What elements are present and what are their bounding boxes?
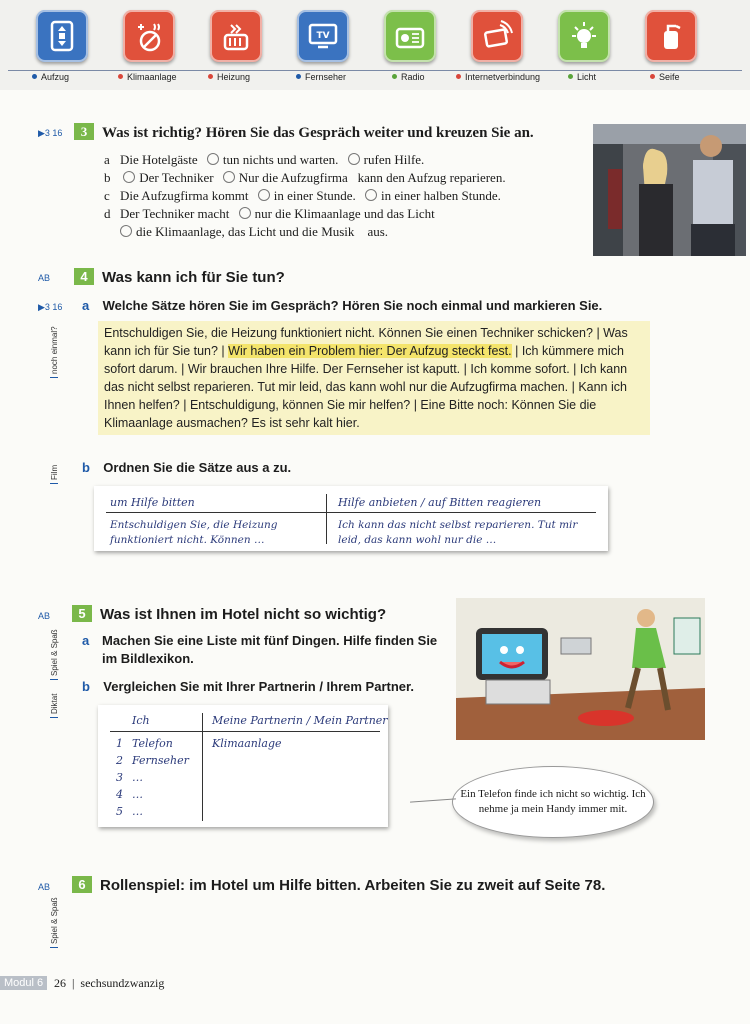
legend-dot [650,74,655,79]
legend-item-elevator: Aufzug [32,72,69,82]
side-tag-spiel-spass: Spiel & Spaß [50,629,59,680]
soap-icon[interactable] [645,10,697,62]
question-a: a Die Hotelgäste tun nichts und warten. rufen Hilfe. [104,152,425,167]
list-item-ich[interactable]: … [132,771,143,784]
column-heading-offer-help: Hilfe anbieten / auf Bitten reagieren [338,496,542,509]
elevator-icon[interactable] [36,10,88,62]
legend-dot [208,74,213,79]
list-number: 4 [116,788,123,801]
legend-dot [392,74,397,79]
question-c: c Die Aufzugfirma kommt in einer Stunde. in einer halben Stunde. [104,188,501,203]
checkbox-d1[interactable] [239,207,251,219]
elevator-photo [593,124,746,256]
ab-marker-5[interactable]: AB [38,611,51,621]
ab-marker-6[interactable]: AB [38,882,51,892]
list-heading-partner: Meine Partnerin / Mein Partner [212,714,388,727]
ab-marker-4[interactable]: AB [38,273,51,283]
list-number: 2 [116,754,123,767]
legend-item-air-conditioning: Klimaanlage [118,72,177,82]
air-conditioning-icon[interactable] [123,10,175,62]
question-b: b Der Techniker Nur die Aufzugfirma kann den Aufzug reparieren. [104,170,506,185]
exercise-3-heading [74,123,534,142]
dialogue-text-box: Entschuldigen Sie, die Heizung funktioniert nicht. Können Sie einen Techniker schicken? | Was kann ich für Sie tun? | Wir haben ein Problem hier: Der Aufzug steckt fest. | Ich kümmere mich sofort darum. | Wir brauchen Ihre Hilfe. Der Fernseher ist kaputt. | Ich komme sofort. | Ich kann das nicht selbst reparieren. Tut mir leid, das kann wohl nur die Aufzugfirma machen. | Kann ich Ihnen helfen? | Entschuldigung, können Sie mir helfen? | Eine Bitte noch: Können Sie die Klimaanlage ausmachen? Es ist sehr kalt hier. [98,321,650,435]
checkbox-c1[interactable] [258,189,270,201]
internet-icon[interactable] [471,10,523,62]
audio-track-4a[interactable]: ▶3 16 [38,302,63,312]
legend-item-soap: Seife [650,72,680,82]
list-number: 5 [116,805,123,818]
legend-item-tv: Fernseher [296,72,346,82]
list-item-partner[interactable]: Klimaanlage [212,737,282,750]
legend-item-internet: Internetverbindung [456,72,540,82]
question-d: d Der Techniker macht nur die Klimaanlage und das Licht [104,206,435,221]
speech-bubble-tail [410,798,456,802]
exercise-6-number: 6 [72,876,92,893]
column-heading-ask-help: um Hilfe bitten [110,496,195,509]
task-5b: b Vergleichen Sie mit Ihrer Partnerin / Ihrem Partner. [82,679,414,694]
side-tag-film: Film [50,465,59,484]
legend-item-light: Licht [568,72,596,82]
list-number: 3 [116,771,123,784]
audio-track-3[interactable]: ▶3 16 [38,128,63,138]
light-icon[interactable] [558,10,610,62]
table-divider [326,494,327,544]
exercise-3-number: 3 [74,123,94,140]
svg-text:TV: TV [316,31,330,41]
exercise-6-heading [72,876,605,894]
list-divider [202,713,203,821]
list-item-ich[interactable]: Telefon [132,737,173,750]
list-item-ich[interactable]: Fernseher [132,754,189,767]
exercise-5-number: 5 [72,605,92,622]
checkbox-a2[interactable] [348,153,360,165]
legend-dot [568,74,573,79]
page-number-word: sechsundzwanzig [80,976,165,990]
legend-item-heating: Heizung [208,72,250,82]
exercise-6-title: Rollenspiel: im Hotel um Hilfe bitten. Arbeiten Sie zu zweit auf Seite 78. [100,877,606,894]
task-4a: a Welche Sätze hören Sie im Gespräch? Hören Sie noch einmal und markieren Sie. [82,298,603,313]
exercise-3-title: Was ist richtig? Hören Sie das Gespräch weiter und kreuzen Sie an. [102,125,534,141]
heating-icon[interactable] [210,10,262,62]
checkbox-c2[interactable] [365,189,377,201]
checkbox-b1[interactable] [123,171,135,183]
list-heading-ich: Ich [132,714,150,727]
legend-item-radio: Radio [392,72,425,82]
side-tag-noch-einmal: noch einmal? [50,326,59,378]
legend-dot [32,74,37,79]
legend-divider [8,70,742,71]
list-item-ich[interactable]: … [132,805,143,818]
task-5a: a Machen Sie eine Liste mit fünf Dingen. Hilfe finden Sie im Bildlexikon. [82,633,438,666]
page-footer: 26 | sechsundzwanzig [54,976,165,990]
legend-dot [118,74,123,79]
list-number: 1 [116,737,123,750]
checkbox-d2[interactable] [120,225,132,237]
sorting-table [94,486,608,551]
speech-bubble: Ein Telefon finde ich nicht so wichtig. Ich nehme ja mein Handy immer mit. [452,766,654,838]
column-1-text[interactable]: Entschuldigen Sie, die Heizung funktioniert nicht. Können … [110,519,278,546]
legend-dot [296,74,301,79]
exercise-4-title: Was kann ich für Sie tun? [102,269,285,286]
list-rule [110,731,380,732]
exercise-4-heading [74,268,285,286]
radio-icon[interactable] [384,10,436,62]
exercise-5-heading [72,605,386,623]
checkbox-b2[interactable] [223,171,235,183]
highlighted-sentence[interactable]: Wir haben ein Problem hier: Der Aufzug steckt fest. [228,344,512,358]
tv-icon[interactable] [297,10,349,62]
legend-dot [456,74,461,79]
exercise-5-title: Was ist Ihnen im Hotel nicht so wichtig? [100,606,387,623]
list-item-ich[interactable]: … [132,788,143,801]
table-rule [106,512,596,513]
module-tag: Modul 6 [0,976,47,990]
exercise-4-number: 4 [74,268,94,285]
cartoon-illustration [456,598,705,740]
page-number: 26 [54,976,66,990]
task-4b: b Ordnen Sie die Sätze aus a zu. [82,460,292,475]
column-2-text[interactable]: Ich kann das nicht selbst reparieren. Tut mir leid, das kann wohl nur die … [338,519,578,546]
comparison-list [98,705,388,827]
side-tag-spiel-spass-6: Spiel & Spaß [50,897,59,948]
icon-strip [0,0,750,90]
side-tag-diktat: Diktat [50,694,59,718]
checkbox-a1[interactable] [207,153,219,165]
question-d-option-2: die Klimaanlage, das Licht und die Musik aus. [114,224,388,240]
